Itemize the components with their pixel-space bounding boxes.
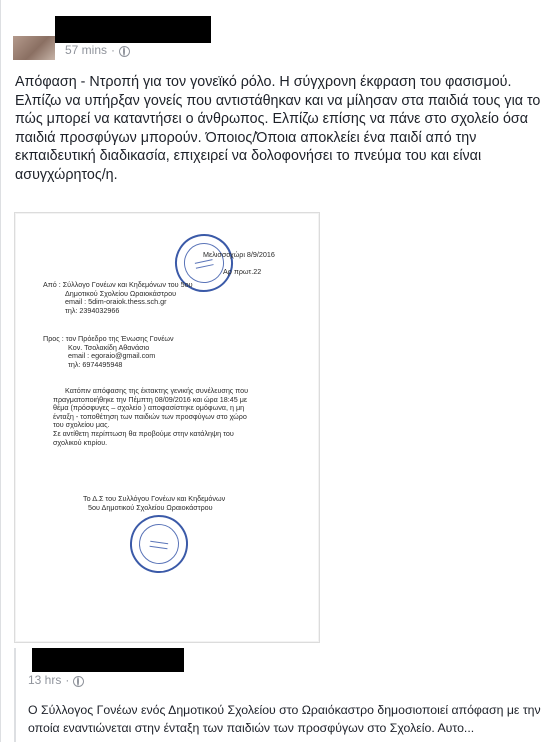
doc-body (53, 387, 248, 447)
comment-text: Ο Σύλλογος Γονέων ενός Δημοτικού Σχολείου στο Ωραιόκαστρο δημοσιοποιεί απόφαση με την οποία εναντιώνεται στην ένταξη των παιδιών των προσφύγων στο Σχολείο. Αυτο... (28, 703, 541, 735)
doc-reference-number: Αρ πρωτ.22 (223, 267, 262, 276)
doc-signature-line: Το Δ.Σ του Συλλόγου Γονέων και Κηδεμόνων (83, 494, 226, 503)
post-text: Απόφαση - Ντροπή για τον γονεϊκό ρόλο. Η σύγχρονη έκφραση του φασισμού. Ελπίζω να υπήρξαν γονείς που αντιστάθηκαν και να μίλησαν στα παιδιά τους για το πώς μπορεί να καταντήσει ο άνθρωπος. Ελπίζω επίσης να πάνε στο σχολείο όσα παιδιά προσφύγων μπορούν. Όποιος/Όποια αποκλείει ένα παιδί από την εκπαιδευτική διαδικασία, επιχειρεί να δολοφονήσει το πνεύμα του και είναι ασυγχώρητος/η. (15, 74, 541, 183)
doc-to-line: Κον. Τσολακίδη Αθανάσιο (68, 342, 150, 352)
doc-from-line: τηλ: 2394032966 (65, 305, 120, 315)
avatar[interactable] (13, 36, 55, 60)
comment-timestamp[interactable]: 13 hrs (28, 673, 62, 687)
doc-from-line: Δημοτικού Σχολείου Ωραιοκάστρου (65, 288, 177, 298)
doc-body-line: ένταξη - τοποθέτηση των παιδιών των προσφύγων στο χώρο (53, 411, 247, 421)
doc-from-line: email : 5dim-oraiok.thess.sch.gr (65, 297, 167, 307)
comment (14, 648, 559, 742)
globe-icon[interactable] (119, 46, 130, 57)
redacted-commenter-name (32, 648, 184, 672)
doc-from-line: Από : Σύλλογο Γονέων και Κηδεμόνων του 5ου (43, 280, 193, 289)
doc-body-line: Σε αντίθετη περίπτωση θα προβούμε στην κατάληψη του (53, 428, 234, 438)
doc-to-block (43, 335, 174, 369)
doc-signature (83, 495, 225, 512)
post-timestamp[interactable]: 57 mins (65, 43, 108, 57)
comment-meta (28, 673, 84, 687)
doc-body-line: πραγματοποιήθηκε την Πέμπτη 08/09/2016 και ώρα 18:45 με (53, 394, 248, 404)
doc-signature-line: 5ου Δημοτικού Σχολείου Ωραιοκάστρου (88, 502, 213, 512)
meta-separator: · (111, 43, 116, 57)
association-stamp-seal (126, 511, 192, 577)
doc-from-block (43, 281, 193, 315)
doc-to-line: τηλ: 6974495948 (68, 359, 123, 369)
globe-icon[interactable] (73, 676, 84, 687)
doc-body-line: θέμα (πρόσφυγες – σχολείο ) αποφασίστηκε ομόφωνα, η μη (53, 403, 245, 413)
redacted-author-name (55, 16, 211, 43)
post-meta (65, 43, 130, 57)
doc-date-line: Μελισσοχώρι 8/9/2016 (203, 250, 275, 259)
doc-to-line: Προς : τον Πρόεδρο της Ένωσης Γονέων (43, 334, 174, 343)
attached-document-image[interactable] (14, 212, 320, 643)
doc-body-line: Κατόπιν απόφασης της έκτακτης γενικής συνέλευσης που (65, 386, 249, 395)
doc-to-line: email : egoraio@gmail.com (68, 351, 156, 361)
doc-body-line: του σχολείου μας. (53, 420, 110, 430)
doc-body-line: σχολικού κτιρίου. (53, 437, 108, 447)
meta-separator: · (65, 673, 70, 687)
